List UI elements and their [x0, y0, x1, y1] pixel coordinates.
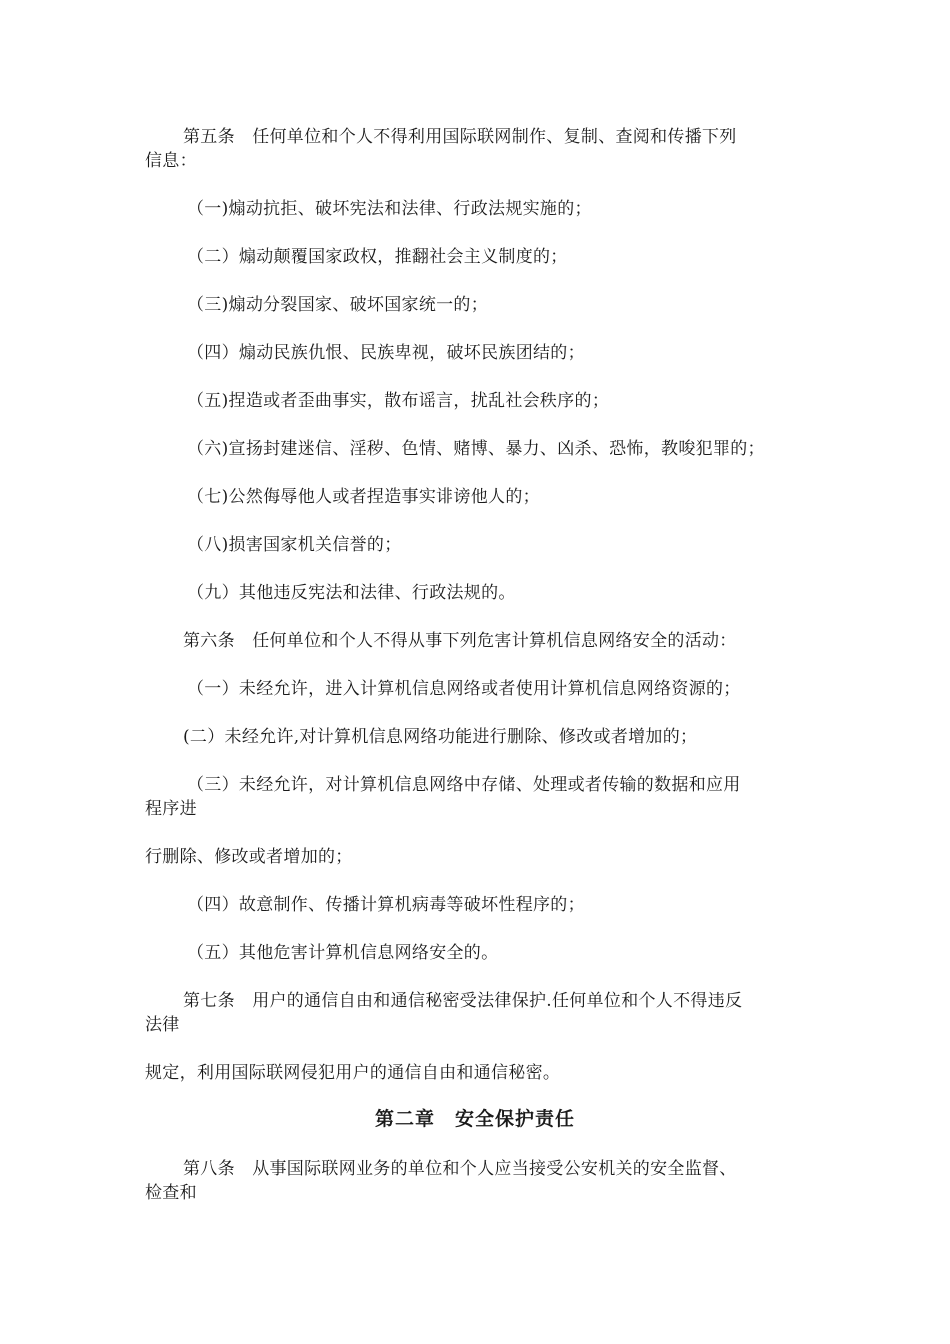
chapter-heading: 第二章 安全保护责任: [374, 1108, 575, 1130]
article-6-item-1: （一）未经允许，进入计算机信息网络或者使用计算机信息网络资源的；: [187, 679, 741, 699]
article-6-item-5: （五）其他危害计算机信息网络安全的。: [187, 943, 499, 963]
article-5-item-9: （九）其他违反宪法和法律、行政法规的。: [187, 583, 516, 603]
article-6-line-1: 第六条 任何单位和个人不得从事下列危害计算机信息网络安全的活动：: [183, 631, 737, 651]
article-5-item-6: （六)宣扬封建迷信、淫秽、色情、赌博、暴力、凶杀、恐怖，教唆犯罪的；: [187, 439, 765, 459]
article-7-line-3: 规定，利用国际联网侵犯用户的通信自由和通信秘密。: [145, 1063, 561, 1083]
article-6-item-4: （四）故意制作、传播计算机病毒等破坏性程序的；: [187, 895, 585, 915]
article-5-item-5: （五)捏造或者歪曲事实，散布谣言，扰乱社会秩序的；: [187, 391, 610, 411]
article-5-item-7: （七)公然侮辱他人或者捏造事实诽谤他人的；: [187, 487, 540, 507]
article-8-line-1: 第八条 从事国际联网业务的单位和个人应当接受公安机关的安全监督、: [183, 1159, 737, 1179]
article-8-line-2: 检查和: [145, 1183, 197, 1203]
article-5-line-2: 信息：: [145, 151, 197, 171]
article-6-item-2: (二）未经允许,对计算机信息网络功能进行删除、修改或者增加的；: [183, 727, 698, 747]
article-6-item-3-line-1: （三）未经允许，对计算机信息网络中存储、处理或者传输的数据和应用: [187, 775, 741, 795]
article-5-item-4: （四）煽动民族仇恨、民族卑视，破坏民族团结的；: [187, 343, 585, 363]
article-5-item-8: （八)损害国家机关信誉的；: [187, 535, 402, 555]
article-5-item-1: （一)煽动抗拒、破坏宪法和法律、行政法规实施的；: [187, 199, 592, 219]
article-5-item-3: （三)煽动分裂国家、破坏国家统一的；: [187, 295, 489, 315]
article-7-line-1: 第七条 用户的通信自由和通信秘密受法律保护.任何单位和个人不得违反: [183, 991, 743, 1011]
article-5-item-2: （二）煽动颠覆国家政权，推翻社会主义制度的；: [187, 247, 568, 267]
article-6-item-3-line-3: 行删除、修改或者增加的；: [145, 847, 353, 867]
article-7-line-2: 法律: [145, 1015, 180, 1035]
article-6-item-3-line-2: 程序进: [145, 799, 197, 819]
article-5-line-1: 第五条 任何单位和个人不得利用国际联网制作、复制、查阅和传播下列: [183, 127, 737, 147]
